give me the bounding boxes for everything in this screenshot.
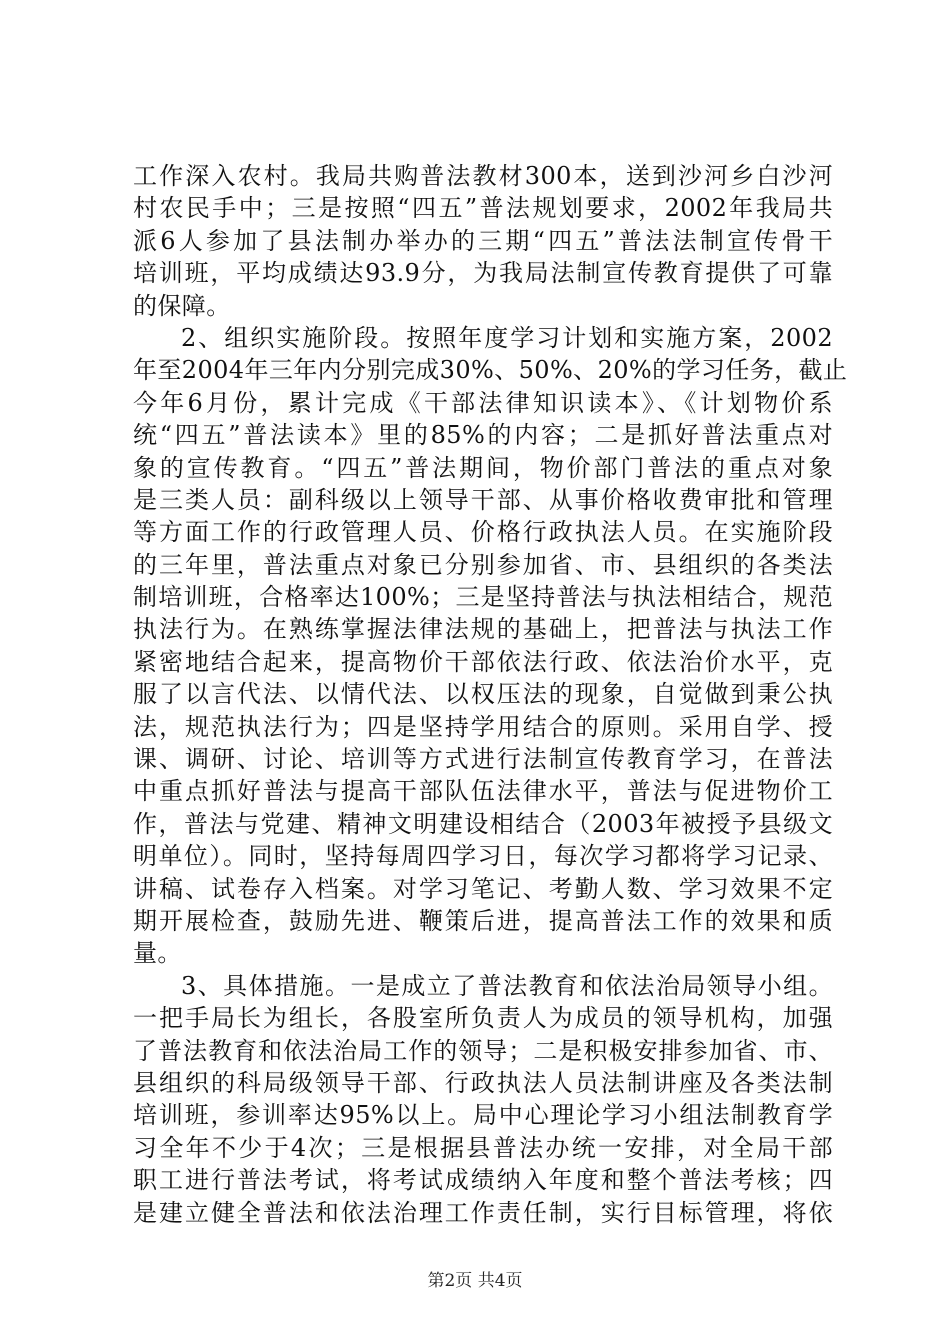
text-line: 期开展检查，鼓励先进、鞭策后进，提高普法工作的效果和质 bbox=[133, 906, 833, 935]
text-line: 服了以言代法、以情代法、以权压法的现象，自觉做到秉公执 bbox=[133, 680, 833, 709]
text-line: 了普法教育和依法治局工作的领导；二是积极安排参加省、市、 bbox=[133, 1036, 833, 1065]
text-line: 3、具体措施。一是成立了普法教育和依法治局领导小组。 bbox=[181, 971, 833, 1000]
text-line: 课、调研、讨论、培训等方式进行法制宣传教育学习，在普法 bbox=[133, 745, 833, 774]
text-line: 派6人参加了县法制办举办的三期“四五”普法法制宣传骨干 bbox=[133, 226, 833, 255]
text-line: 是三类人员：副科级以上领导干部、从事价格收费审批和管理 bbox=[133, 485, 833, 514]
text-line: 紧密地结合起来，提高物价干部依法行政、依法治价水平，克 bbox=[133, 647, 833, 676]
text-line: 作，普法与党建、精神文明建设相结合（2003年被授予县级文 bbox=[133, 809, 833, 838]
text-line: 量。 bbox=[133, 939, 182, 968]
text-line: 讲稿、试卷存入档案。对学习笔记、考勤人数、学习效果不定 bbox=[133, 874, 833, 903]
text-line: 年至2004年三年内分别完成30%、50%、20%的学习任务，截止 bbox=[133, 356, 848, 385]
text-line: 的三年里，普法重点对象已分别参加省、市、县组织的各类法 bbox=[133, 550, 833, 579]
document-body bbox=[133, 160, 848, 1229]
page-footer bbox=[0, 1266, 950, 1291]
text-line: 统“四五”普法读本》里的85%的内容；二是抓好普法重点对 bbox=[133, 421, 833, 450]
text-line: 村农民手中；三是按照“四五”普法规划要求，2002年我局共 bbox=[133, 194, 833, 223]
text-line: 培训班，参训率达95%以上。局中心理论学习小组法制教育学 bbox=[133, 1101, 833, 1130]
text-line: 明单位）。同时，坚持每周四学习日，每次学习都将学习记录、 bbox=[133, 842, 833, 871]
text-line: 县组织的科局级领导干部、行政执法人员法制讲座及各类法制 bbox=[133, 1068, 833, 1097]
text-line: 制培训班，合格率达100%；三是坚持普法与执法相结合，规范 bbox=[133, 583, 833, 612]
page-number-label: 第2页 共4页 bbox=[427, 1271, 523, 1291]
text-line: 一把手局长为组长，各股室所负责人为成员的领导机构，加强 bbox=[133, 1004, 833, 1033]
text-line: 法，规范执法行为；四是坚持学用结合的原则。采用自学、授 bbox=[133, 712, 833, 741]
text-line: 2、组织实施阶段。按照年度学习计划和实施方案，2002 bbox=[181, 323, 833, 352]
text-line: 培训班，平均成绩达93.9分，为我局法制宣传教育提供了可靠 bbox=[133, 259, 833, 288]
text-line: 中重点抓好普法与提高干部队伍法律水平，普法与促进物价工 bbox=[133, 777, 833, 806]
text-line: 象的宣传教育。“四五”普法期间，物价部门普法的重点对象 bbox=[133, 453, 833, 482]
text-line: 的保障。 bbox=[133, 291, 231, 320]
text-line: 是建立健全普法和依法治理工作责任制，实行目标管理，将依 bbox=[133, 1198, 833, 1227]
text-line: 工作深入农村。我局共购普法教材300本，送到沙河乡白沙河 bbox=[133, 162, 833, 190]
text-line: 执法行为。在熟练掌握法律法规的基础上，把普法与执法工作 bbox=[133, 615, 833, 644]
text-line: 习全年不少于4次；三是根据县普法办统一安排，对全局干部 bbox=[133, 1133, 833, 1162]
text-line: 职工进行普法考试，将考试成绩纳入年度和整个普法考核；四 bbox=[133, 1166, 833, 1195]
text-line: 等方面工作的行政管理人员、价格行政执法人员。在实施阶段 bbox=[133, 518, 833, 547]
text-line: 今年6月份，累计完成《干部法律知识读本》、《计划物价系 bbox=[133, 388, 833, 417]
